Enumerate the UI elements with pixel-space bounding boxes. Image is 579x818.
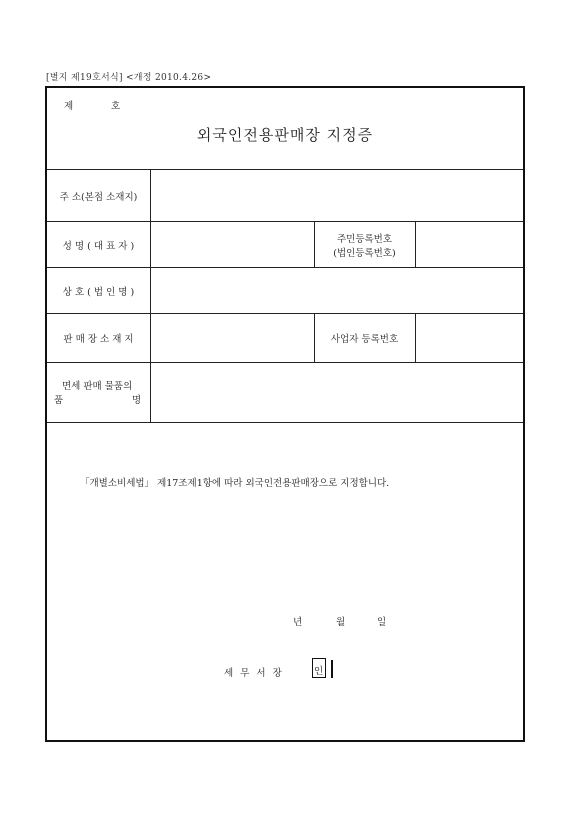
seal-text: 인 [314,666,324,677]
divider-row-5 [47,422,523,423]
store-location-label: 판 매 장 소 재 지 [63,334,134,345]
designation-statement: 「개별소비세법」 제17조제1항에 따라 외국인전용판매장으로 지정합니다. [80,478,390,489]
certificate-title: 외국인전용판매장 지정증 [196,126,374,144]
divider-row-4 [47,362,523,363]
items-label-line1: 면세 판매 물품의 [62,381,133,392]
items-label-line2-right: 명 [132,395,142,406]
name-label: 성 명 ( 대 표 자 ) [62,241,135,252]
business-reg-label: 사업자 등록번호 [330,334,399,345]
date-year-label: 년 [293,617,303,628]
divider-row-1 [47,221,523,222]
trade-name-label: 상 호 ( 법 인 명 ) [62,287,135,298]
number-suffix: 호 [111,101,121,112]
form-caption: [별지 제19호서식] <개정 2010.4.26> [46,73,212,83]
divider-header [47,169,523,170]
seal-mark [331,660,333,678]
date-day-label: 일 [377,617,387,628]
items-label-line2-left: 품 [54,395,64,406]
issuer-title: 세 무 서 장 [224,668,284,679]
date-month-label: 월 [336,617,346,628]
designation-certificate-form [45,86,525,742]
label-column-divider [150,169,151,422]
store-row-value-divider [415,313,416,362]
resident-reg-label-line2: (법인등록번호) [333,248,396,259]
name-row-value-divider [415,221,416,267]
number-label: 제 [64,101,74,112]
address-label: 주 소(본점 소재지) [59,192,138,203]
divider-row-3 [47,313,523,314]
resident-reg-label-line1: 주민등록번호 [336,234,393,245]
divider-row-2 [47,267,523,268]
